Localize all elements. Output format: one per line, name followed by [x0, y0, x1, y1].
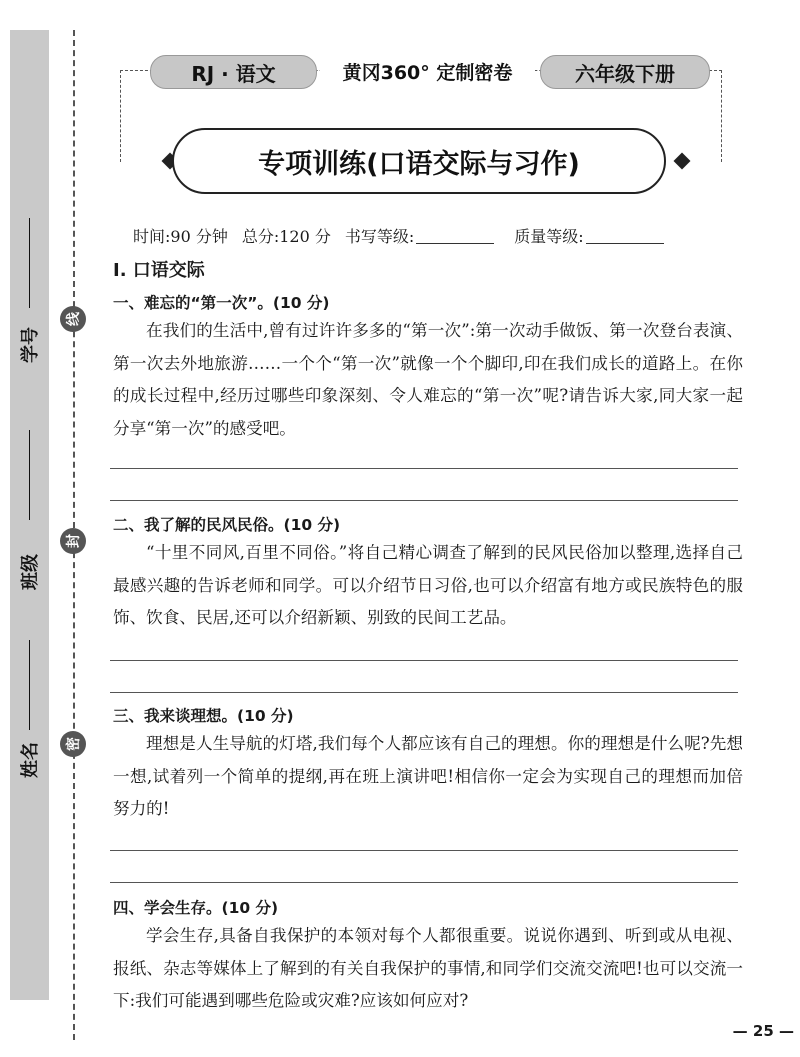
quality-grade: 质量等级: [514, 224, 663, 247]
question-4-heading: 四、学会生存。(10 分) [113, 899, 279, 917]
question-1-text: 在我们的生活中,曾有过许许多多的“第一次”:第一次动手做饭、第一次登台表演、第一次去外地旅游……一个个“第一次”就像一个个脚印,印在我们成长的道路上。在你的成长过程中,经历过哪些印象深刻、令人难忘的“第一次”呢?请告诉大家,同大家一起分享“第一次”的感受吧。 [113, 321, 743, 438]
name-fill-line [29, 640, 30, 730]
exam-meta [133, 224, 678, 247]
student-id-fill-line [29, 218, 30, 308]
question-4-text: 学会生存,具备自我保护的本领对每个人都很重要。说说你遇到、听到或从电视、报纸、杂志等媒体上了解到的有关自我保护的事情,和同学们交流交流吧!也可以交流一下:我们可能遇到哪些危险或灾难?应该如何应对? [113, 926, 743, 1010]
answer-line [110, 660, 738, 661]
page-title: 专项训练(口语交际与习作) [172, 128, 666, 194]
question-1-heading: 一、难忘的“第一次”。(10 分) [113, 294, 330, 312]
name-label: 姓名 [20, 742, 41, 778]
answer-line [110, 882, 738, 883]
writing-grade: 书写等级: [345, 224, 494, 247]
series-title: 黄冈360° 定制密卷 [320, 55, 535, 87]
subject-pill: RJ · 语文 [150, 55, 317, 89]
question-3-text: 理想是人生导航的灯塔,我们每个人都应该有自己的理想。你的理想是什么呢?先想一想,试着列一个简单的提纲,再在班上演讲吧!相信你一定会为实现自己的理想而加倍努力的! [113, 734, 743, 818]
seal-line-badge: 线 [60, 306, 86, 332]
grade-pill: 六年级下册 [540, 55, 710, 89]
seal-secret-badge: 密 [60, 731, 86, 757]
class-fill-line [29, 430, 30, 520]
student-id-label: 学号 [20, 327, 41, 363]
answer-line [110, 500, 738, 501]
total-score: 总分:120 分 [241, 227, 331, 246]
section-title: Ⅰ. 口语交际 [113, 260, 205, 281]
answer-line [110, 850, 738, 851]
question-3-heading: 三、我来谈理想。(10 分) [113, 707, 294, 725]
seal-seal-badge: 封 [60, 528, 86, 554]
quality-grade-blank [586, 227, 664, 244]
question-2-heading: 二、我了解的民风民俗。(10 分) [113, 516, 341, 534]
class-label: 班级 [20, 554, 41, 590]
answer-line [110, 692, 738, 693]
answer-line [110, 468, 738, 469]
time-limit: 时间:90 分钟 [133, 227, 228, 246]
question-2-text: “十里不同风,百里不同俗。”将自己精心调查了解到的民风民俗加以整理,选择自己最感兴趣的告诉老师和同学。可以介绍节日习俗,也可以介绍富有地方或民族特色的服饰、饮食、民居,还可以介绍新颖、别致的民间工艺品。 [113, 543, 743, 627]
writing-grade-blank [416, 227, 494, 244]
page-number: — 25 — [732, 1022, 794, 1040]
